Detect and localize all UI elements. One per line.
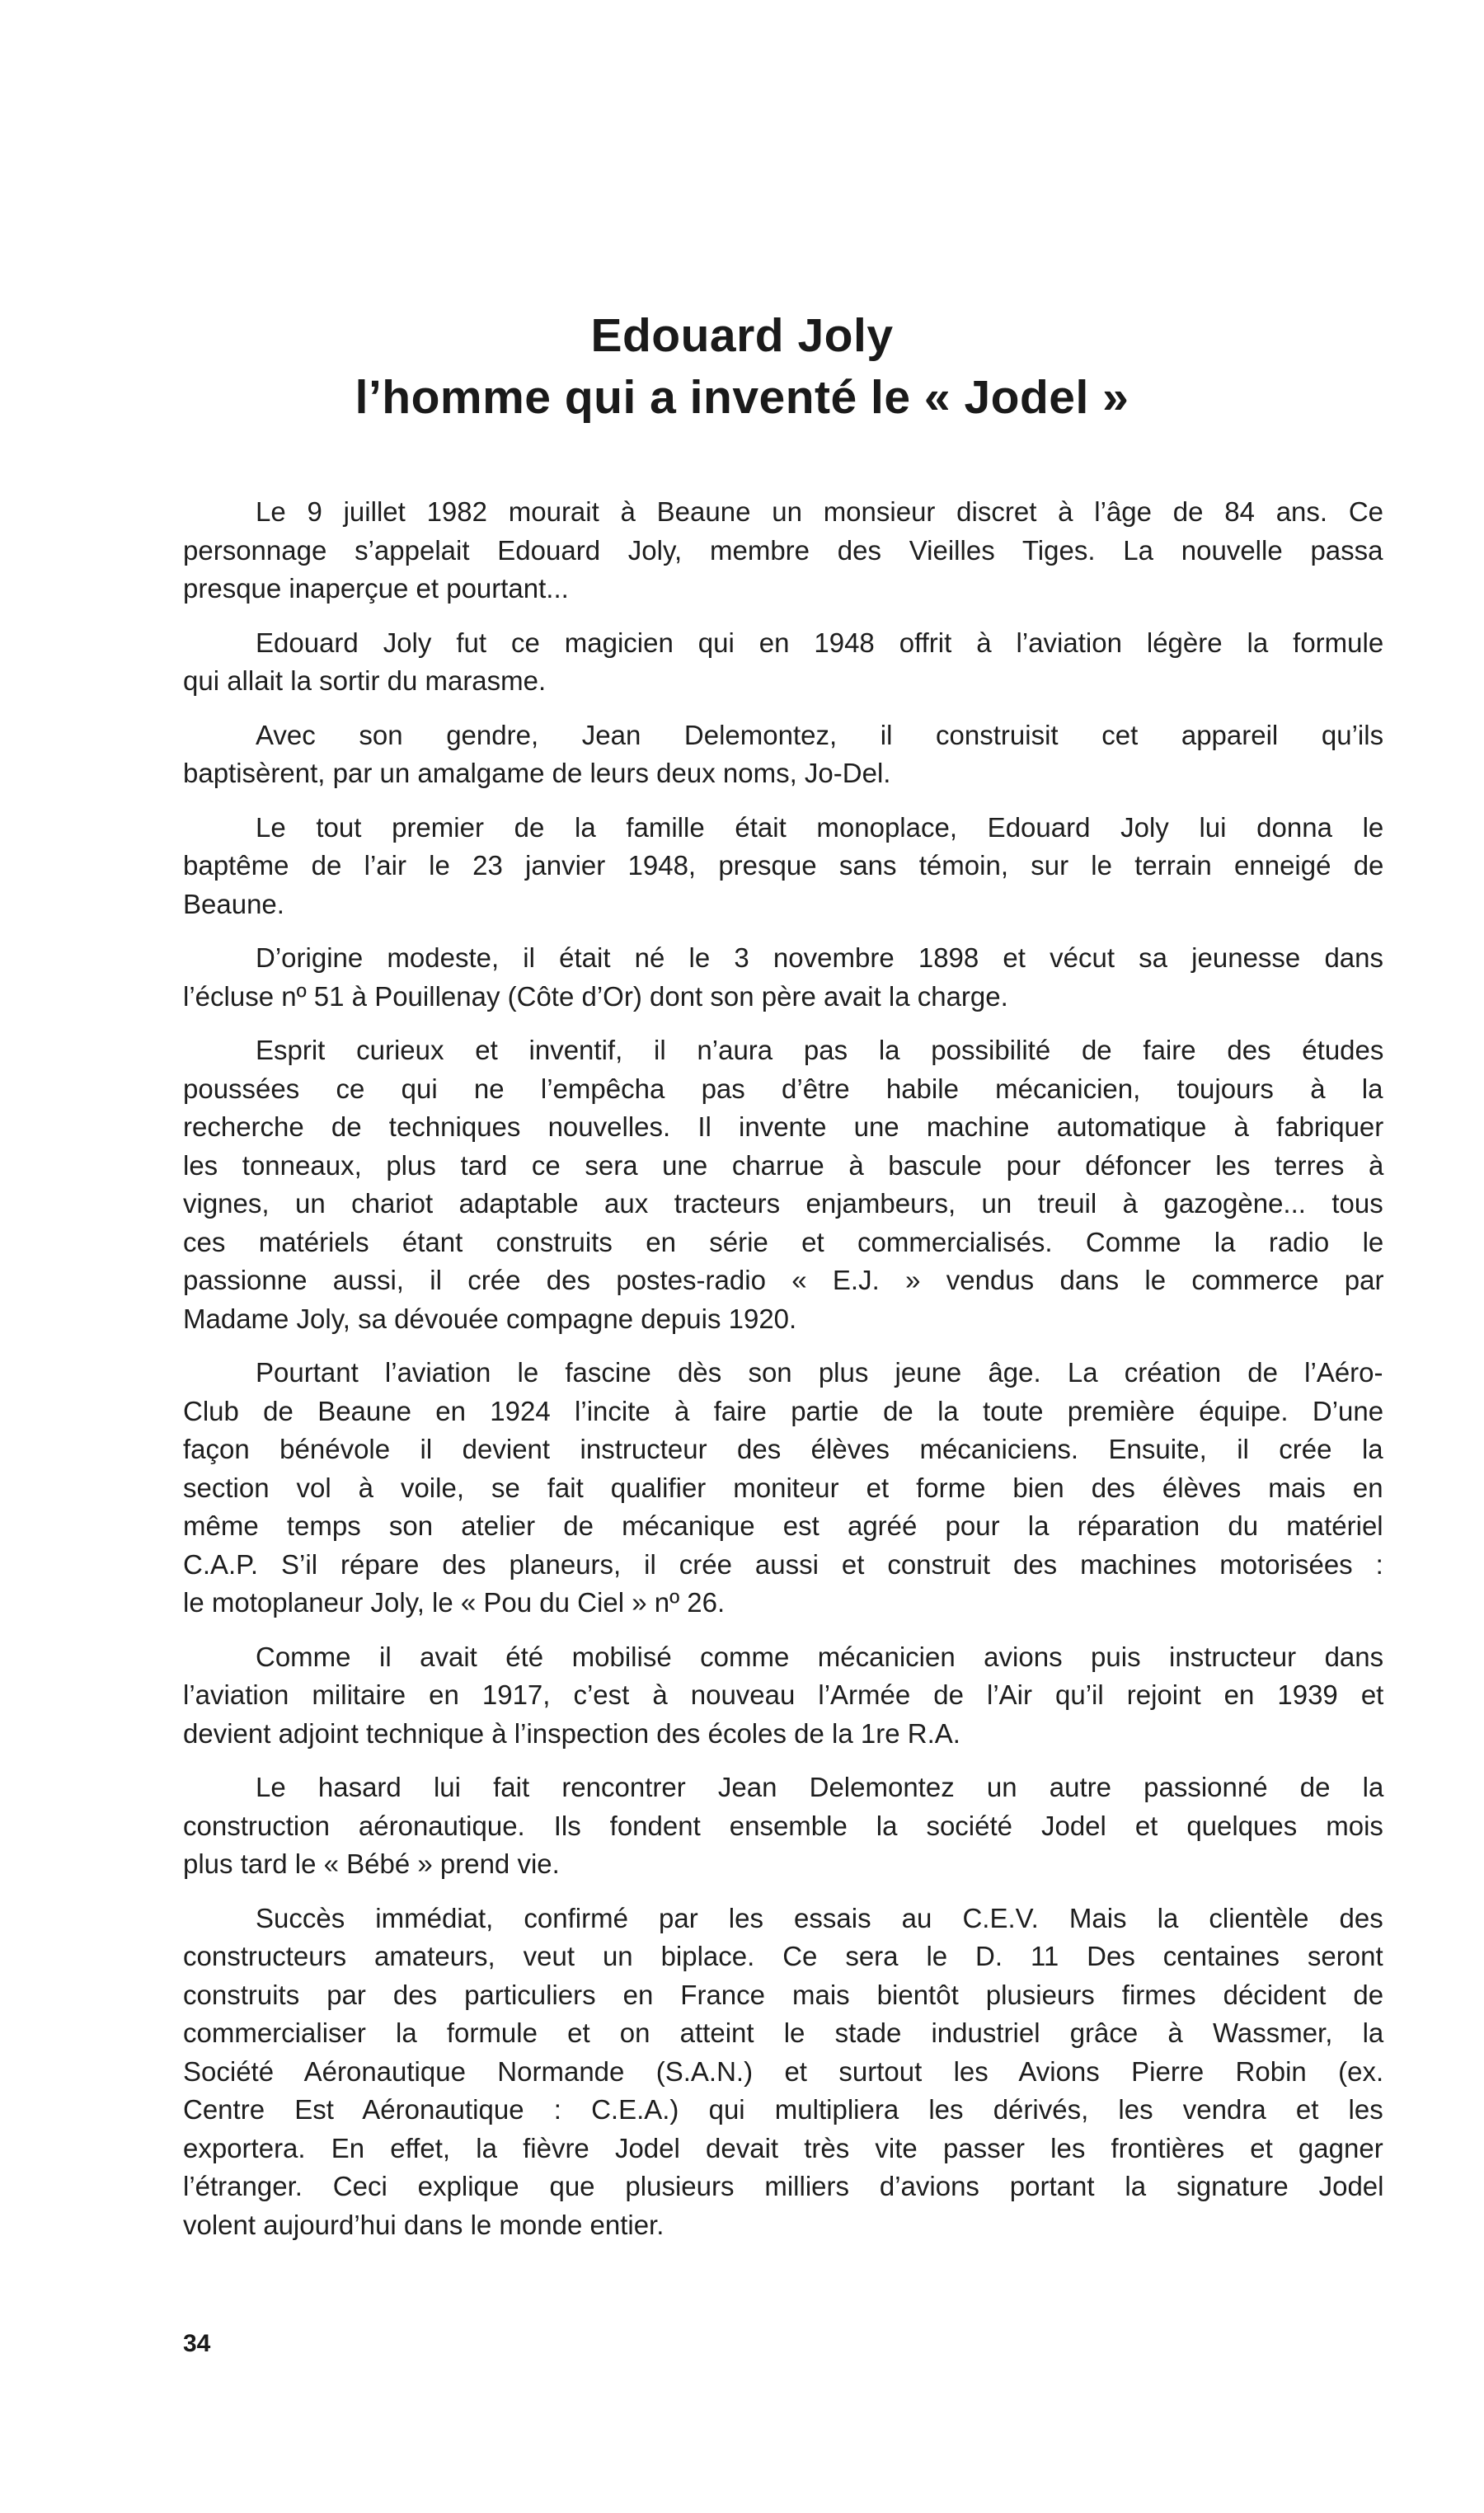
text-line: construction aéronautique. Ils fondent ensemble la société Jodel et quelques mois [183, 1810, 1383, 1841]
text-line: passionne aussi, il crée des postes-radio « E.J. » vendus dans le commerce par [183, 1265, 1384, 1295]
text-line: Beaune. [183, 888, 284, 919]
paragraph [183, 939, 1383, 1016]
text-line: l’écluse nº 51 à Pouillenay (Côte d’Or) dont son père avait la charge. [183, 980, 1008, 1012]
text-line: Société Aéronautique Normande (S.A.N.) et surtout les Avions Pierre Robin (ex. [183, 2055, 1384, 2087]
text-line: presque inaperçue et pourtant... [183, 573, 569, 604]
text-line: Edouard Joly fut ce magicien qui en 1948 offrit à l’aviation légère la formule [256, 627, 1384, 658]
text-line: Pourtant l’aviation le fascine dès son plus jeune âge. La création de l’Aéro- [256, 1357, 1383, 1388]
text-line: Le tout premier de la famille était monoplace, Edouard Joly lui donna le [256, 811, 1384, 843]
text-line: l’étranger. Ceci explique que plusieurs milliers d’avions portant la signature Jodel [183, 2171, 1384, 2201]
article-body [183, 493, 1383, 2260]
text-line: le motoplaneur Joly, le « Pou du Ciel » nº 26. [183, 1587, 726, 1618]
article-title-line-1: Edouard Joly [590, 309, 894, 363]
text-line: personnage s’appelait Edouard Joly, membre des Vieilles Tiges. La nouvelle passa [183, 534, 1383, 566]
text-line: D’origine modeste, il était né le 3 novembre 1898 et vécut sa jeunesse dans [256, 942, 1383, 973]
page-number: 34 [183, 2330, 211, 2357]
text-line: devient adjoint technique à l’inspection des écoles de la 1re R.A. [183, 1717, 960, 1749]
text-line: façon bénévole il devient instructeur des élèves mécaniciens. Ensuite, il crée la [183, 1434, 1383, 1464]
text-line: volent aujourd’hui dans le monde entier. [183, 2209, 665, 2240]
text-line: Le 9 juillet 1982 mourait à Beaune un monsieur discret à l’âge de 84 ans. Ce [256, 496, 1384, 527]
text-line: les tonneaux, plus tard ce sera une charrue à bascule pour défoncer les terres à [183, 1149, 1384, 1181]
text-line: Comme il avait été mobilisé comme mécanicien avions puis instructeur dans [256, 1641, 1384, 1672]
paragraph [183, 1900, 1383, 2245]
paragraph [183, 1354, 1383, 1623]
text-line: Le hasard lui fait rencontrer Jean Delemontez un autre passionné de la [256, 1772, 1384, 1802]
text-line: Madame Joly, sa dévouée compagne depuis 1920. [183, 1303, 797, 1334]
text-line: C.A.P. S’il répare des planeurs, il crée aussi et construit des machines motorisées : [183, 1548, 1383, 1580]
text-line: qui allait la sortir du marasme. [183, 665, 547, 696]
paragraph [183, 716, 1383, 793]
article-subtitle: l’homme qui a inventé le « Jodel » [355, 371, 1129, 425]
paragraph [183, 1768, 1383, 1884]
paragraph [183, 809, 1383, 924]
text-line: plus tard le « Bébé » prend vie. [183, 1848, 560, 1879]
text-line: même temps son atelier de mécanique est agréé pour la réparation du matériel [183, 1510, 1383, 1541]
text-line: constructeurs amateurs, veut un biplace. Ce sera le D. 11 Des centaines seront [183, 1941, 1383, 1971]
text-line: vignes, un chariot adaptable aux tracteurs enjambeurs, un treuil à gazogène... tous [183, 1188, 1383, 1219]
text-line: baptême de l’air le 23 janvier 1948, presque sans témoin, sur le terrain enneigé de [183, 850, 1384, 881]
text-line: commercialiser la formule et on atteint le stade industriel grâce à Wassmer, la [183, 2017, 1384, 2048]
text-line: poussées ce qui ne l’empêcha pas d’être habile mécanicien, toujours à la [183, 1073, 1383, 1104]
text-line: Avec son gendre, Jean Delemontez, il construisit cet appareil qu’ils [256, 719, 1384, 750]
paragraph [183, 1638, 1383, 1754]
text-line: section vol à voile, se fait qualifier moniteur et forme bien des élèves mais en [183, 1472, 1383, 1503]
text-line: Centre Est Aéronautique : C.E.A.) qui multipliera les dérivés, les vendra et les [183, 2094, 1383, 2125]
text-line: Esprit curieux et inventif, il n’aura pas la possibilité de faire des études [256, 1035, 1384, 1065]
text-line: baptisèrent, par un amalgame de leurs deux noms, Jo-Del. [183, 758, 891, 788]
paragraph [183, 624, 1383, 701]
text-line: l’aviation militaire en 1917, c’est à nouveau l’Armée de l’Air qu’il rejoint en 1939 et [183, 1679, 1384, 1710]
text-line: Succès immédiat, confirmé par les essais au C.E.V. Mais la clientèle des [256, 1902, 1383, 1933]
text-line: ces matériels étant construits en série et commercialisés. Comme la radio le [183, 1226, 1384, 1257]
text-line: exportera. En effet, la fièvre Jodel devait très vite passer les frontières et gagner [183, 2132, 1383, 2163]
paragraph [183, 1031, 1383, 1338]
text-line: recherche de techniques nouvelles. Il invente une machine automatique à fabriquer [183, 1111, 1384, 1142]
text-line: construits par des particuliers en France mais bientôt plusieurs firmes décident de [183, 1979, 1384, 2010]
paragraph [183, 493, 1383, 608]
text-line: Club de Beaune en 1924 l’incite à faire partie de la toute première équipe. D’une [183, 1395, 1384, 1426]
